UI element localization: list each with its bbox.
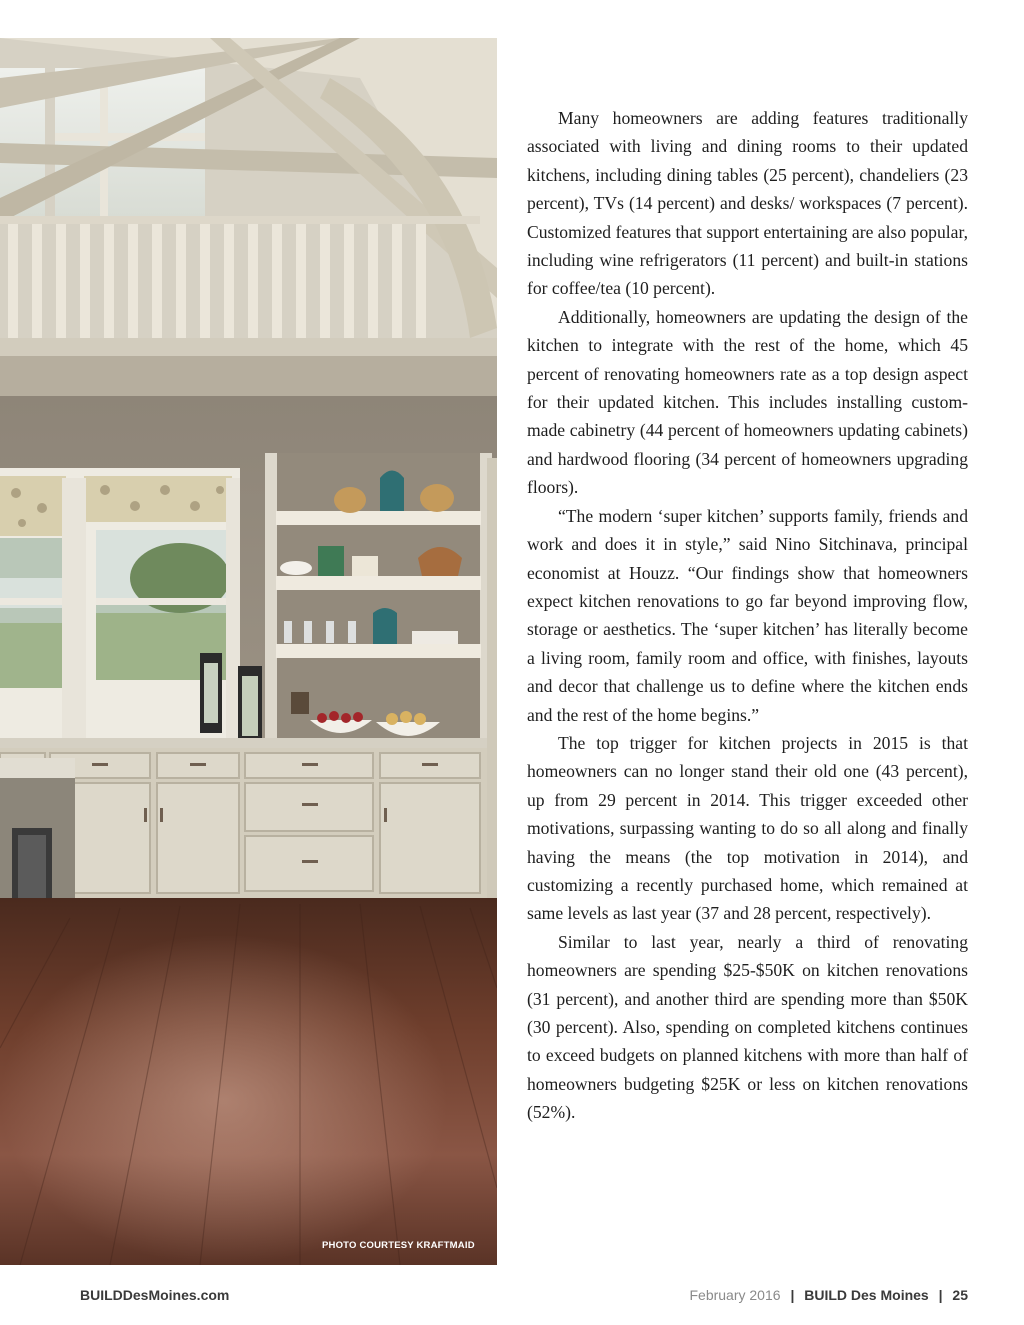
folio-separator: | <box>938 1287 943 1303</box>
article-paragraph: Additionally, homeowners are updating the design of the kitchen to integrate with the rest of the home, which 45 percent of renovating homeowners rate as a top design aspect for their updated kitchen. This includes installing custom-made cabinetry (44 percent of homeowners updating cabinets) and hardwood flooring (34 percent of homeowners upgrading floors). <box>527 306 968 498</box>
footer-folio <box>689 1287 968 1303</box>
folio-separator: | <box>790 1287 795 1303</box>
magazine-name: BUILD Des Moines <box>804 1287 929 1303</box>
kitchen-photo <box>0 38 497 1265</box>
page-number: 25 <box>952 1287 968 1303</box>
article-paragraph: Many homeowners are adding features traditionally associated with living and dining rooms to their updated kitchens, including dining tables (25 percent), chandeliers (23 percent), TVs (14 percent) and desks/ workspaces (7 percent). Customized features that support entertaining are also popular, including wine refrigerators (11 percent) and built-in stations for coffee/tea (10 percent). <box>527 108 968 299</box>
article-paragraph: The top trigger for kitchen projects in 2015 is that homeowners can no longer stand their old one (43 percent), up from 29 percent in 2014. This trigger exceeded other motivations, surpassing wanting to do so all along and finally having the means (the top motivation in 2014), and customizing a recently purchased home, which remained at same levels as last year (37 and 28 percent, respectively). <box>527 732 968 924</box>
photo-credit: PHOTO COURTESY KRAFTMAID <box>322 1240 475 1251</box>
issue-date: February 2016 <box>689 1287 781 1303</box>
footer-website: BUILDDesMoines.com <box>80 1287 230 1303</box>
article-paragraph: “The modern ‘super kitchen’ supports family, friends and work and does it in style,” said Nino Sitchinava, principal economist at Houzz. “Our findings show that homeowners expect kitchen renovations to go far beyond improving flow, storage or aesthetics. The ‘super kitchen’ has literally become a living room, family room and office, with finishes, layouts and decor that challenge us to define where the kitchen ends and the rest of the home begins.” <box>527 505 968 725</box>
article-paragraph: Similar to last year, nearly a third of renovating homeowners are spending $25-$50K on kitchen renovations (31 percent), and another third are spending more than $50K (30 percent). Also, spending on completed kitchens continues to exceed budgets on planned kitchens with more than half of homeowners budgeting $25K or less on kitchen renovations (52%). <box>527 931 968 1123</box>
article-body <box>527 104 968 1127</box>
